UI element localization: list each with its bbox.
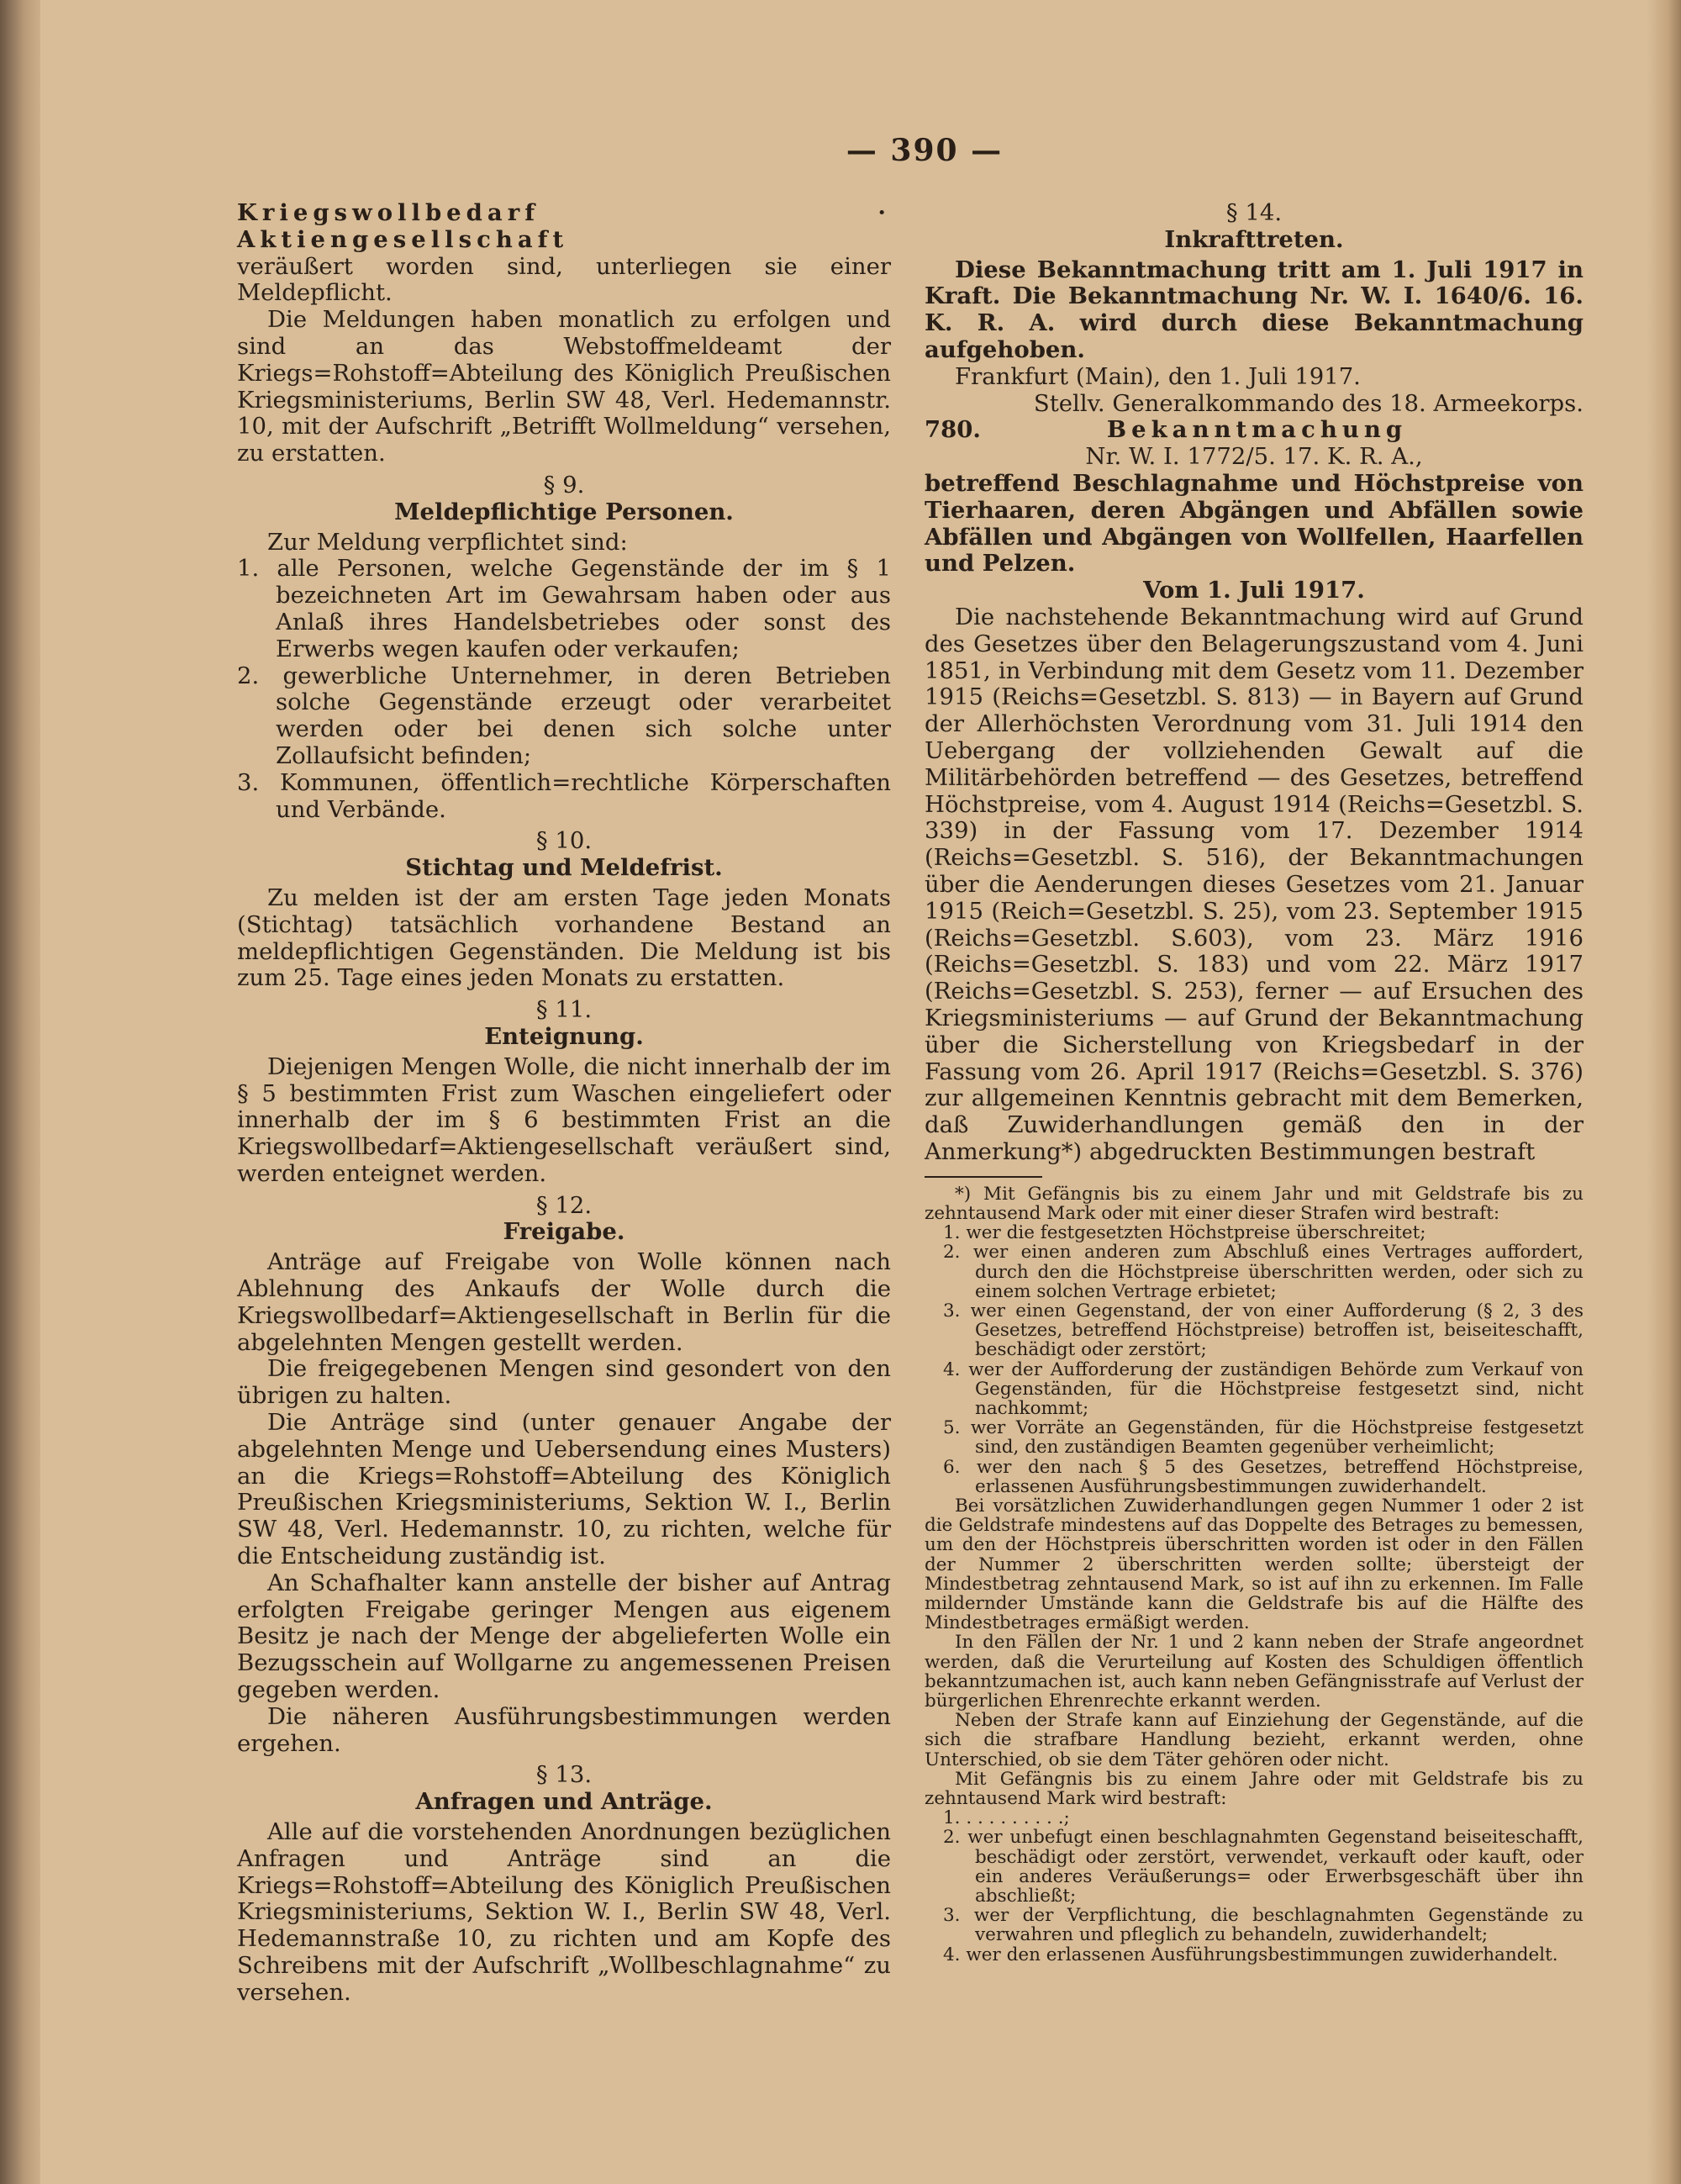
signature: Stellv. Generalkommando des 18. Armeekorps. xyxy=(1033,389,1584,417)
list-item: 4. wer der Aufforderung der zuständigen Behörde zum Verkauf von Gegenständen, für die Höchstpreise festgesetzt sind, nicht nachkommt; xyxy=(943,1358,1584,1419)
footnote-divider xyxy=(925,1176,1042,1178)
book-spine xyxy=(0,0,40,2184)
list-item: 2. gewerbliche Unternehmer, in deren Betrieben solche Gegenstände erzeugt oder verarbeitet werden oder bei denen sich solche unter Zollaufsicht befinden; xyxy=(237,662,891,769)
section-12-paragraph-2: Die freigegebenen Mengen sind gesondert von den übrigen zu halten. xyxy=(237,1355,891,1410)
footnote-list xyxy=(925,1223,1584,1496)
section-11-number: § 11. xyxy=(535,996,593,1024)
announcement-number: Nr. W. I. 1772/5. 17. K. R. A., xyxy=(1085,443,1423,471)
announcement-heading: Bekanntmachung xyxy=(1106,416,1408,444)
page-number: — 390 — xyxy=(846,133,1004,168)
section-9-list xyxy=(237,556,891,823)
section-9-number: § 9. xyxy=(543,471,585,499)
section-12-paragraph-4: An Schafhalter kann anstelle der bisher auf Antrag erfolgten Freigabe geringer Mengen aus eigenem Besitz je nach der Menge der abgelieferten Wolle ein Bezugsschein auf Wollgarne zu angemessenen Preisen gegeben werden. xyxy=(237,1569,891,1704)
list-item: 1. alle Personen, welche Gegenstände der im § 1 bezeichneten Art im Gewahrsam haben oder aus Anlaß ihres Handelsbetriebes oder sonst des Erwerbs wegen kaufen oder verkaufen; xyxy=(237,555,891,662)
section-12-paragraph-5: Die näheren Ausführungsbestimmungen werden ergehen. xyxy=(237,1702,891,1757)
footnote-paragraph-1: Bei vorsätzlichen Zuwiderhandlungen gegen Nummer 1 oder 2 ist die Geldstrafe mindestens auf das Doppelte des Betrages zu bemessen, um den der Höchstpreis überschritten worden ist oder in den Fällen der Nummer 2 überschritten werden sollte; übersteigt der Mindestbetrag zehntausend Mark, so ist auf ihn zu erkennen. Im Falle mildernder Umstände kann die Geldstrafe bis auf die Hälfte des Mindestbetrages ermäßigt werden. xyxy=(925,1495,1584,1634)
section-14-text: Diese Bekanntmachung tritt am 1. Juli 1917 in Kraft. Die Bekanntmachung Nr. W. I. 1640/6. 16. K. R. A. wird durch diese Bekanntmachung aufgehoben. xyxy=(925,256,1584,363)
section-12-paragraph-3: Die Anträge sind (unter genauer Angabe der abgelehnten Menge und Uebersendung eines Musters) an die Kriegs=Rohstoff=Abteilung des Königlich Preußischen Kriegsministeriums, Sektion W. I., Berlin SW 48, Verl. Hedemannstr. 10, zu richten, welche für die Entscheidung zuständig ist. xyxy=(237,1409,891,1570)
entry-number: 780. xyxy=(925,416,981,444)
section-13-title: Anfragen und Anträge. xyxy=(415,1788,713,1816)
section-13-text: Alle auf die vorstehenden Anordnungen bezüglichen Anfragen und Anträge sind an die Kriegs=Rohstoff=Abteilung des Königlich Preußischen Kriegsministeriums, Sektion W. I., Berlin SW 48, Verl. Hedemannstraße 10, zu richten und am Kopfe des Schreibens mit der Aufschrift „Wollbeschlagnahme“ zu versehen. xyxy=(237,1818,891,2006)
section-13-number: § 13. xyxy=(535,1761,593,1789)
section-10-text: Zu melden ist der am ersten Tage jeden Monats (Stichtag) tatsächlich vorhandene Bestand an meldepflichtigen Gegenständen. Die Meldung ist bis zum 25. Tage eines jeden Monats zu erstatten. xyxy=(237,884,891,992)
list-item: 3. wer der Verpflichtung, die beschlagnahmten Gegenstände zu verwahren und pfleglich zu behandeln, zuwiderhandelt; xyxy=(943,1905,1584,1946)
list-item: 5. wer Vorräte an Gegenständen, für die Höchstpreise festgesetzt sind, den zuständigen Beamten gegenüber verheimlicht; xyxy=(943,1417,1584,1459)
section-10-number: § 10. xyxy=(535,827,593,855)
paragraph-meldungen: Die Meldungen haben monatlich zu erfolgen und sind an das Webstoffmeldeamt der Kriegs=Rohstoff=Abteilung des Königlich Preußischen Kriegsministeriums, Berlin SW 48, Verl. Hedemannstr. 10, mit der Aufschrift „Betrifft Wollmeldung“ versehen, zu erstatten. xyxy=(237,306,891,467)
section-14-title: Inkrafttreten. xyxy=(1164,225,1344,253)
right-column xyxy=(925,200,1584,1965)
announcement-subject: betreffend Beschlagnahme und Höchstpreise von Tierhaaren, deren Abgängen und Abfällen sowie Abfällen und Abgängen von Wollfellen, Haarfellen und Pelzen. xyxy=(925,469,1584,578)
list-item: 3. wer einen Gegenstand, der von einer Aufforderung (§ 2, 3 des Gesetzes, betreffend Höchstpreise) betroffen ist, beiseiteschafft, beschädigt oder zerstört; xyxy=(943,1300,1584,1361)
intro-line-1: Kriegswollbedarf · Aktiengesellschaft xyxy=(237,199,891,253)
section-9-intro: Zur Meldung verpflichtet sind: xyxy=(267,528,628,556)
footnote-paragraph-2: In den Fällen der Nr. 1 und 2 kann neben der Strafe angeordnet werden, daß die Verurteilung auf Kosten des Schuldigen öffentlich bekanntzumachen ist, auch kann neben Gefängnisstrafe auf Verlust der bürgerlichen Ehrenrechte erkannt werden. xyxy=(925,1632,1584,1712)
footnote-paragraph-4: Mit Gefängnis bis zu einem Jahre oder mit Geldstrafe bis zu zehntausend Mark wird bestraft: xyxy=(925,1768,1584,1809)
announcement-heading-row xyxy=(925,417,1584,444)
list-item: 6. wer den nach § 5 des Gesetzes, betreffend Höchstpreise, erlassenen Ausführungsbestimmungen zuwiderhandelt. xyxy=(943,1456,1584,1497)
place-date: Frankfurt (Main), den 1. Juli 1917. xyxy=(955,362,1361,390)
section-14-number: § 14. xyxy=(1225,199,1283,226)
page-edge xyxy=(1647,0,1681,2184)
section-11-text: Diejenigen Mengen Wolle, die nicht innerhalb der im § 5 bestimmten Frist zum Waschen eingeliefert oder innerhalb der im § 6 bestimmten Frist an die Kriegswollbedarf=Aktiengesellschaft veräußert sind, werden enteignet werden. xyxy=(237,1052,891,1187)
section-9-title: Meldepflichtige Personen. xyxy=(394,498,734,525)
list-item: 2. wer einen anderen zum Abschluß eines Vertrages auffordert, durch den die Höchstpreise überschritten werden, oder sich zu einem solchen Vertrage erbietet; xyxy=(943,1242,1584,1302)
footnote-list-2 xyxy=(925,1808,1584,1965)
list-item: 2. wer unbefugt einen beschlagnahmten Gegenstand beiseiteschafft, beschädigt oder zerstört, verwendet, verkauft oder kauft, oder ein anderes Veräußerungs= oder Erwerbsgeschäft über ihn abschließt; xyxy=(943,1827,1584,1907)
intro-line-2: veräußert worden sind, unterliegen sie einer Meldepflicht. xyxy=(237,252,891,307)
section-12-paragraph-1: Anträge auf Freigabe von Wolle können nach Ablehnung des Ankaufs der Wolle durch die Kriegswollbedarf=Aktiengesellschaft in Berlin für die abgelehnten Mengen gestellt werden. xyxy=(237,1248,891,1356)
section-10-title: Stichtag und Meldefrist. xyxy=(405,854,723,882)
list-item: 1. wer die festgesetzten Höchstpreise überschreitet; xyxy=(943,1222,1426,1244)
footnote-paragraph-3: Neben der Strafe kann auf Einziehung der Gegenstände, auf die sich die strafbare Handlung bezieht, erkannt werden, ohne Unterschied, ob sie dem Täter gehören oder nicht. xyxy=(925,1710,1584,1770)
list-item: 3. Kommunen, öffentlich=rechtliche Körperschaften und Verbände. xyxy=(237,768,891,823)
list-item: 4. wer den erlassenen Ausführungsbestimmungen zuwiderhandelt. xyxy=(943,1944,1558,1965)
section-12-number: § 12. xyxy=(535,1191,593,1219)
left-column xyxy=(237,200,891,2007)
announcement-body: Die nachstehende Bekanntmachung wird auf Grund des Gesetzes über den Belagerungszustand vom 4. Juni 1851, in Verbindung mit dem Gesetz vom 11. Dezember 1915 (Reichs=Gesetzbl. S. 813) — in Bayern auf Grund der Allerhöchsten Verordnung vom 31. Juli 1914 den Uebergang der vollziehenden Gewalt auf die Militärbehörden betreffend — des Gesetzes, betreffend Höchstpreise, vom 4. August 1914 (Reichs=Gesetzbl. S. 339) in der Fassung vom 17. Dezember 1914 (Reichs=Gesetzbl. S. 516), der Bekanntmachungen über die Aenderungen dieses Gesetzes vom 21. Januar 1915 (Reich=Gesetzbl. S. 25), vom 23. September 1915 (Reichs=Gesetzbl. S.603), vom 23. März 1916 (Reichs=Gesetzbl. S. 183) und vom 22. März 1917 (Reichs=Gesetzbl. S. 253), ferner — auf Ersuchen des Kriegsministeriums — auf Grund der Bekanntmachung über die Sicherstellung von Kriegsbedarf in der Fassung vom 26. April 1917 (Reichs=Gesetzbl. S. 376) zur allgemeinen Kenntnis gebracht mit dem Bemerken, daß Zuwiderhandlungen gemäß den in der Anmerkung*) abgedruckten Bestimmungen bestraft xyxy=(925,603,1584,1165)
footnote xyxy=(925,1184,1584,1965)
list-item: 1. . . . . . . . . .; xyxy=(943,1807,1070,1829)
section-11-title: Enteignung. xyxy=(484,1022,644,1050)
section-12-title: Freigabe. xyxy=(503,1218,625,1246)
announcement-date: Vom 1. Juli 1917. xyxy=(1143,577,1365,604)
footnote-intro: *) Mit Gefängnis bis zu einem Jahr und mit Geldstrafe bis zu zehntausend Mark oder mit einer dieser Strafen wird bestraft: xyxy=(925,1183,1584,1224)
